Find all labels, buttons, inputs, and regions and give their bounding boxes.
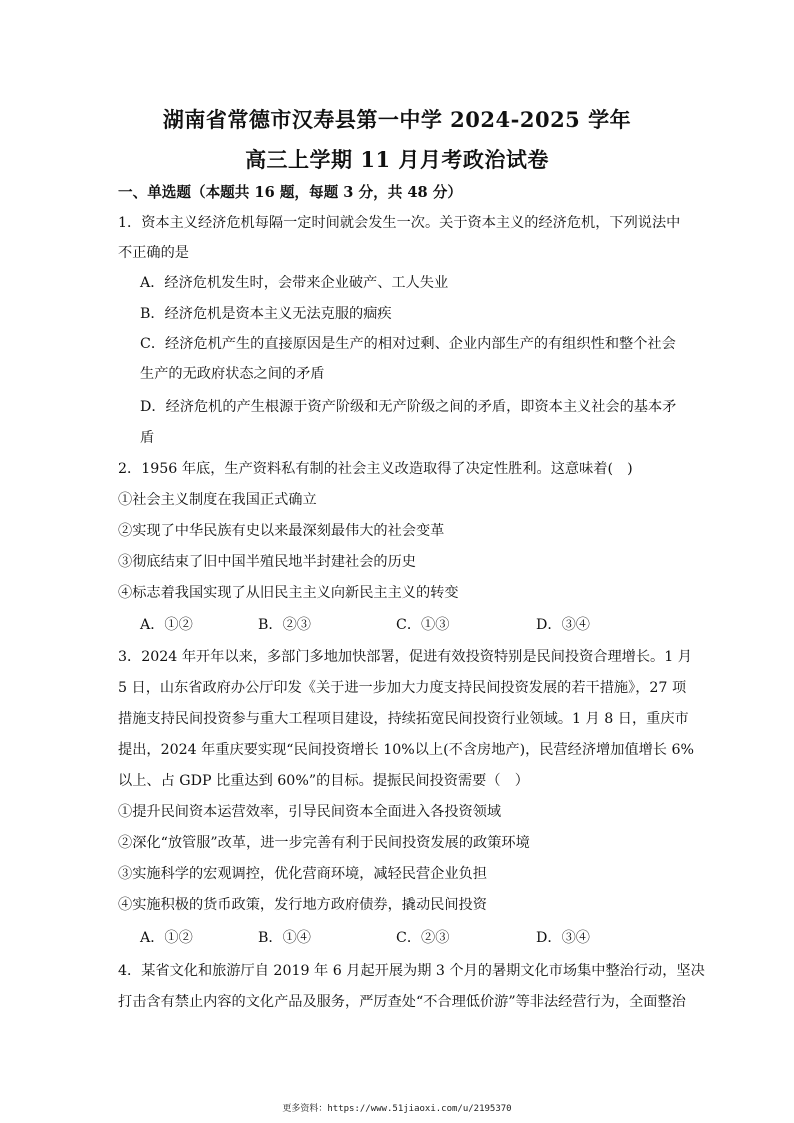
q2-option-c: C．①③ [396,617,450,633]
q1-option-c-cont: 生产的无政府状态之间的矛盾 [140,366,325,382]
q2-statement-3: ③彻底结束了旧中国半殖民地半封建社会的历史 [118,554,416,570]
q1-option-a: A．经济危机发生时，会带来企业破产、工人失业 [140,275,449,291]
q3-stem-4: 提出，2024 年重庆要实现“民间投资增长 10%以上(不含房地产)，民营经济增加值增长 6% [118,742,695,758]
q3-stem-1: 3．2024 年开年以来，多部门多地加快部署，促进有效投资特别是民间投资合理增长。1 月 [118,649,692,665]
q3-option-c: C．②③ [396,930,450,946]
q3-stem-5: 以上、占 GDP 比重达到 60%”的目标。提振民间投资需要（ ） [118,773,529,789]
q1-option-c: C．经济危机产生的直接原因是生产的相对过剩、企业内部生产的有组织性和整个社会 [140,336,676,352]
footer-link[interactable]: 更多资料：https://www.51jiaoxi.com/u/2195370 [282,1104,512,1114]
q3-option-a: A．①② [140,930,193,946]
exam-title-line1: 湖南省常德市汉寿县第一中学 2024-2025 学年 [162,107,632,132]
q2-option-b: B．②③ [258,617,311,633]
q2-statement-2: ②实现了中华民族有史以来最深刻最伟大的社会变革 [118,523,445,539]
q3-option-d: D．③④ [536,930,590,946]
q3-statement-1: ①提升民间资本运营效率，引导民间资本全面进入各投资领域 [118,804,502,820]
q3-statement-2: ②深化“放管服”改革，进一步完善有利于民间投资发展的政策环境 [118,835,530,851]
q3-stem-2: 5 日，山东省政府办公厅印发《关于进一步加大力度支持民间投资发展的若干措施》，27 项 [118,680,687,696]
q3-stem-3: 措施支持民间投资参与重大工程项目建设，持续拓宽民间投资行业领域。1 月 8 日，重庆市 [118,711,689,727]
q2-stem: 2．1956 年底，生产资料私有制的社会主义改造取得了决定性胜利。这意味着( ) [118,461,633,477]
q3-statement-4: ④实施积极的货币政策，发行地方政府债券，撬动民间投资 [118,897,487,913]
q3-statement-3: ③实施科学的宏观调控，优化营商环境，减轻民营企业负担 [118,866,487,882]
q3-option-b: B．①④ [258,930,311,946]
q1-option-d-cont: 盾 [140,430,155,446]
q1-stem-cont: 不正确的是 [118,245,189,261]
q4-stem-2: 打击含有禁止内容的文化产品及服务，严厉查处“不合理低价游”等非法经营行为，全面整治 [118,994,686,1010]
q2-option-d: D．③④ [536,617,590,633]
q4-stem-1: 4．某省文化和旅游厅自 2019 年 6 月起开展为期 3 个月的暑期文化市场集中整治行动，坚决 [118,963,705,979]
exam-title-line2: 高三上学期 11 月月考政治试卷 [245,147,549,172]
section-heading: 一、单选题（本题共 16 题，每题 3 分，共 48 分） [118,184,462,201]
q2-statement-4: ④标志着我国实现了从旧民主主义向新民主主义的转变 [118,585,459,601]
q1-stem: 1．资本主义经济危机每隔一定时间就会发生一次。关于资本主义的经济危机，下列说法中 [118,215,681,231]
q2-statement-1: ①社会主义制度在我国正式确立 [118,492,317,508]
q2-option-a: A．①② [140,617,193,633]
q1-option-b: B．经济危机是资本主义无法克服的痼疾 [140,306,392,322]
q1-option-d: D．经济危机的产生根源于资产阶级和无产阶级之间的矛盾，即资本主义社会的基本矛 [140,399,677,415]
